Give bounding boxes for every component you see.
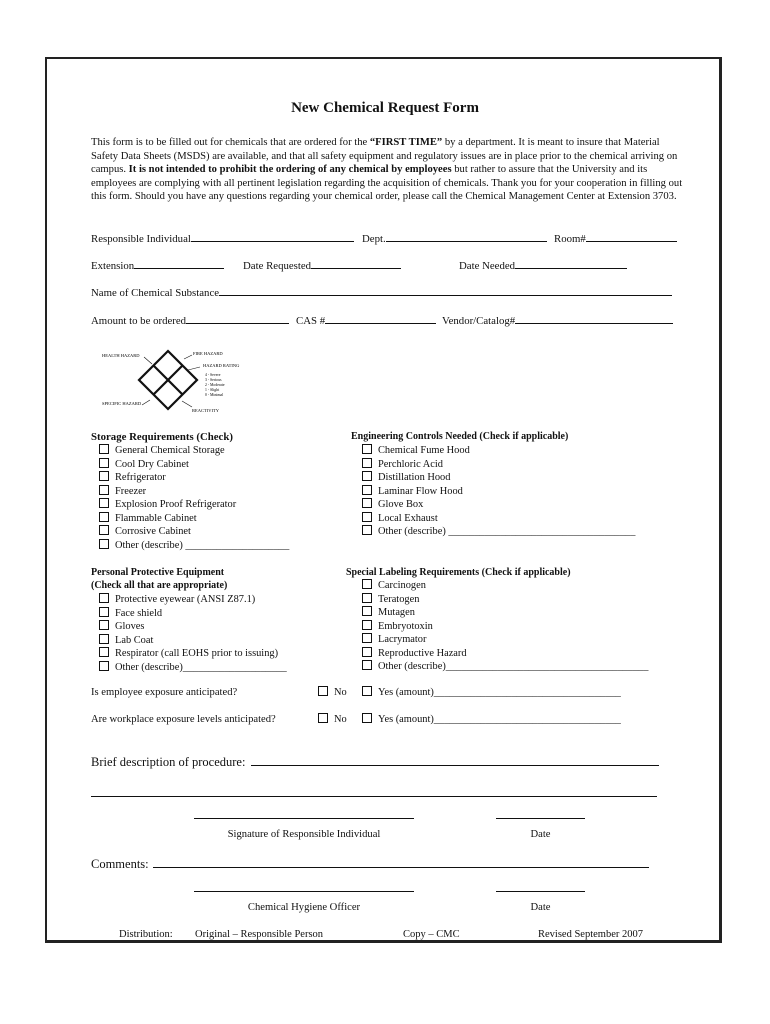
checkbox[interactable] (362, 458, 372, 468)
ppe-option[interactable] (99, 607, 162, 621)
engineering-option[interactable] (362, 525, 635, 539)
storage-option[interactable] (99, 498, 236, 512)
checkbox[interactable] (362, 471, 372, 481)
date-needed-field[interactable] (459, 258, 627, 272)
employee-exposure-no[interactable] (318, 686, 347, 700)
cas-label: CAS # (296, 315, 326, 327)
intro-paragraph (91, 136, 683, 204)
chemical-name-line[interactable] (219, 285, 672, 296)
ppe-option[interactable] (99, 634, 153, 648)
storage-option-label: General Chemical Storage (115, 445, 225, 456)
checkbox[interactable] (99, 471, 109, 481)
labeling-option[interactable] (362, 620, 433, 634)
storage-option[interactable] (99, 539, 289, 553)
storage-option-label: Cool Dry Cabinet (115, 458, 189, 470)
labeling-option[interactable] (362, 647, 467, 661)
extension-line[interactable] (134, 258, 224, 269)
checkbox[interactable] (362, 498, 372, 508)
form-title: New Chemical Request Form (291, 100, 479, 116)
labeling-option-label: Carcinogen (378, 580, 426, 591)
health-hazard-label: HEALTH HAZARD (102, 353, 140, 358)
procedure-label: Brief description of procedure: (91, 755, 246, 769)
employee-exposure-question: Is employee exposure anticipated? (91, 687, 238, 698)
labeling-option[interactable] (362, 633, 426, 647)
labeling-option[interactable] (362, 593, 419, 607)
no-label: No (334, 714, 347, 725)
engineering-option-label: Chemical Fume Hood (378, 445, 470, 456)
engineering-option[interactable] (362, 485, 463, 499)
yes-amount-label: Yes (amount)____________________________________ (378, 687, 621, 698)
room-line[interactable] (586, 231, 677, 242)
ppe-option-label: Face shield (115, 607, 163, 619)
procedure-field[interactable] (91, 755, 659, 770)
engineering-heading: Engineering Controls Needed (Check if applicable) (351, 431, 569, 442)
engineering-option[interactable] (362, 498, 423, 512)
officer-label: Chemical Hygiene Officer (247, 902, 361, 913)
comments-field[interactable] (91, 857, 649, 872)
amount-line[interactable] (186, 313, 289, 324)
ppe-heading: Personal Protective Equipment (91, 567, 225, 578)
checkbox[interactable] (362, 525, 372, 535)
labeling-option-label: Mutagen (378, 607, 415, 618)
ppe-option[interactable] (99, 647, 278, 661)
revised-date: Revised September 2007 (538, 929, 643, 940)
engineering-option-label: Other (describe) ____________________________________ (378, 526, 636, 537)
distribution-original: Original – Responsible Person (195, 929, 324, 940)
storage-option[interactable] (99, 485, 146, 499)
checkbox[interactable] (362, 606, 372, 616)
checkbox[interactable] (362, 713, 372, 723)
dept-label: Dept. (362, 233, 386, 245)
chemical-name-label: Name of Chemical Substance (91, 287, 220, 299)
checkbox[interactable] (99, 498, 109, 508)
responsible-individual-line[interactable] (191, 231, 354, 242)
storage-heading: Storage Requirements (Check) (91, 431, 233, 443)
rating-1: 1 - Slight (205, 388, 220, 392)
hazard-rating-label: HAZARD RATING (203, 363, 240, 368)
cas-line[interactable] (325, 313, 436, 324)
storage-option[interactable] (99, 444, 225, 458)
intro-emphasis-first-time: “FIRST TIME” (369, 137, 443, 148)
checkbox[interactable] (99, 620, 109, 630)
officer-signature-line[interactable] (194, 891, 414, 892)
signature-label: Signature of Responsible Individual (227, 829, 381, 840)
ppe-option-label: Protective eyewear (ANSI Z87.1) (115, 594, 256, 605)
signature-line[interactable] (194, 818, 414, 819)
workplace-exposure-yes[interactable] (362, 713, 621, 727)
distribution-label: Distribution: (119, 929, 173, 940)
vendor-field[interactable] (442, 313, 673, 327)
workplace-exposure-no[interactable] (318, 713, 347, 727)
fire-hazard-label: FIRE HAZARD (193, 351, 223, 356)
checkbox[interactable] (99, 458, 109, 468)
no-label: No (334, 687, 347, 698)
procedure-line-1[interactable] (251, 755, 659, 766)
labeling-option[interactable] (362, 579, 426, 593)
engineering-option[interactable] (362, 471, 450, 485)
labeling-option-label: Other (describe)_______________________________________ (378, 661, 649, 672)
officer-date-line[interactable] (496, 891, 585, 892)
storage-option[interactable] (99, 471, 166, 485)
intro-text-c: by a department. It is meant to insure that Material Safety Data Sheets (MSDS) are available, and that all safety equipment and regulatory issues are in place prior to the chemical arriving on campus. (91, 137, 678, 176)
extension-field[interactable] (91, 258, 224, 272)
officer-date-label: Date (530, 902, 551, 913)
checkbox[interactable] (362, 579, 372, 589)
labeling-option-label: Embryotoxin (378, 620, 433, 632)
checkbox[interactable] (362, 633, 372, 643)
engineering-option-label: Distillation Hood (378, 472, 451, 483)
date-needed-label: Date Needed (459, 260, 516, 272)
vendor-line[interactable] (515, 313, 673, 324)
ppe-option[interactable] (99, 661, 287, 675)
extension-label: Extension (91, 260, 135, 272)
specific-hazard-label: SPECIFIC HAZARD (102, 401, 142, 406)
checkbox[interactable] (318, 686, 328, 696)
checkbox[interactable] (99, 444, 109, 454)
cas-field[interactable] (296, 313, 436, 327)
engineering-option-label: Laminar Flow Hood (378, 485, 463, 497)
labeling-option[interactable] (362, 606, 415, 620)
dept-field[interactable] (362, 231, 547, 245)
labeling-heading: Special Labeling Requirements (Check if applicable) (346, 567, 571, 578)
checkbox[interactable] (362, 686, 372, 696)
responsible-individual-label: Responsible Individual (91, 233, 191, 245)
checkbox[interactable] (99, 512, 109, 522)
rating-2: 2 - Moderate (205, 383, 225, 387)
checkbox[interactable] (362, 485, 372, 495)
checkbox[interactable] (99, 485, 109, 495)
storage-option[interactable] (99, 525, 191, 539)
room-label: Room# (554, 233, 586, 245)
storage-option-label: Explosion Proof Refrigerator (115, 499, 237, 510)
checkbox[interactable] (99, 661, 109, 671)
signature-date-line[interactable] (496, 818, 585, 819)
storage-option[interactable] (99, 458, 189, 472)
date-requested-field[interactable] (243, 258, 401, 272)
checkbox[interactable] (99, 634, 109, 644)
date-requested-line[interactable] (311, 258, 401, 269)
checkbox[interactable] (318, 713, 328, 723)
storage-option-label: Flammable Cabinet (115, 512, 197, 524)
checkbox[interactable] (99, 607, 109, 617)
distribution-copy: Copy – CMC (403, 929, 460, 940)
labeling-option-label: Reproductive Hazard (378, 647, 467, 659)
ppe-option[interactable] (99, 593, 255, 607)
chemical-name-field[interactable] (91, 285, 672, 299)
hazard-diamond-diagram (100, 345, 270, 420)
labeling-option[interactable] (362, 660, 648, 674)
hazard-diamond-icon (139, 351, 200, 409)
storage-option-label: Refrigerator (115, 472, 166, 483)
checkbox[interactable] (99, 539, 109, 549)
engineering-option[interactable] (362, 444, 470, 458)
rating-4: 4 - Severe (205, 373, 221, 377)
signature-date-label: Date (530, 829, 551, 840)
procedure-line-2[interactable] (91, 785, 657, 797)
ppe-option-label: Other (describe)____________________ (115, 661, 287, 673)
checkbox[interactable] (362, 660, 372, 670)
checkbox[interactable] (99, 593, 109, 603)
employee-exposure-yes[interactable] (362, 686, 621, 700)
reactivity-label: REACTIVITY (192, 408, 219, 413)
responsible-individual-field[interactable] (91, 231, 354, 245)
amount-label: Amount to be ordered (91, 315, 187, 327)
checkbox[interactable] (362, 593, 372, 603)
comments-label: Comments: (91, 857, 149, 871)
comments-line[interactable] (153, 857, 649, 868)
intro-text-e: but rather to assure that the University and its employees are complying with all pertinent legislation regarding the acquisition of chemicals. Thank you for your cooperation in filling out this form. Should you have any questions regarding your chemical order, please call the Chemical Management Center at Extension 3703. (91, 164, 683, 203)
rating-0: 0 - Minimal (205, 393, 224, 397)
ppe-option-label: Lab Coat (115, 634, 154, 646)
room-field[interactable] (554, 231, 677, 245)
checkbox[interactable] (362, 444, 372, 454)
checkbox[interactable] (99, 647, 109, 657)
ppe-option[interactable] (99, 620, 144, 634)
vendor-label: Vendor/Catalog# (442, 315, 516, 327)
ppe-subheading: (Check all that are appropriate) (91, 580, 228, 591)
labeling-option-label: Teratogen (378, 593, 420, 605)
storage-option-label: Other (describe) ____________________ (115, 539, 290, 551)
storage-option-label: Freezer (115, 485, 147, 497)
engineering-option[interactable] (362, 512, 438, 526)
checkbox[interactable] (362, 620, 372, 630)
intro-text-a: This form is to be filled out for chemicals that are ordered for the (91, 137, 370, 148)
intro-emphasis-not-prohibit: It is not intended to prohibit the ordering of any chemical by employees (128, 164, 452, 176)
ppe-option-label: Gloves (115, 621, 145, 632)
storage-option[interactable] (99, 512, 197, 526)
workplace-exposure-question: Are workplace exposure levels anticipated? (91, 714, 276, 725)
dept-line[interactable] (386, 231, 547, 242)
labeling-option-label: Lacrymator (378, 634, 427, 645)
storage-option-label: Corrosive Cabinet (115, 526, 191, 537)
engineering-option-label: Perchloric Acid (378, 458, 443, 470)
checkbox[interactable] (362, 512, 372, 522)
amount-field[interactable] (91, 313, 289, 327)
yes-amount-label: Yes (amount)____________________________________ (378, 714, 621, 725)
checkbox[interactable] (362, 647, 372, 657)
rating-3: 3 - Serious (205, 378, 222, 382)
ppe-option-label: Respirator (call EOHS prior to issuing) (115, 648, 279, 659)
engineering-option-label: Glove Box (378, 499, 424, 510)
engineering-option-label: Local Exhaust (378, 512, 438, 524)
date-needed-line[interactable] (515, 258, 627, 269)
checkbox[interactable] (99, 525, 109, 535)
date-requested-label: Date Requested (243, 260, 312, 272)
engineering-option[interactable] (362, 458, 443, 472)
